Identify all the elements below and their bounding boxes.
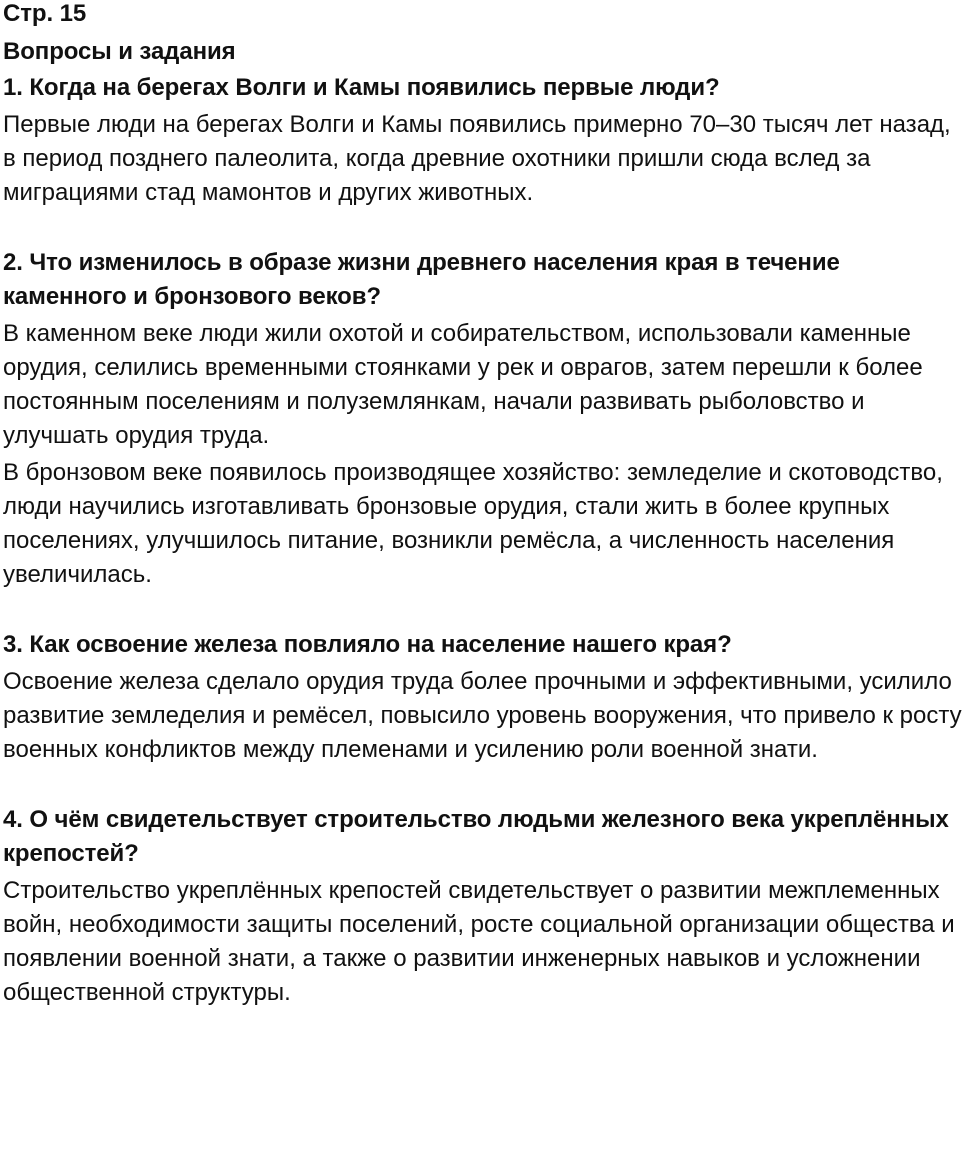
answer-2-paragraph-2: В бронзовом веке появилось производящее хозяйство: земледелие и скотоводство, люди научились изготавливать бронзовые орудия, стали жить в более крупных поселениях, улучшилось питание, возникли ремёсла, а численность населения увеличилась. — [3, 459, 943, 588]
answer-3-paragraph-1: Освоение железа сделало орудия труда более прочными и эффективными, усилило развитие земледелия и ремёсел, повысило уровень вооружения, что привело к росту военных конфликтов между племенами и усилению роли военной знати. — [3, 668, 962, 763]
qa-block-2 — [3, 246, 963, 592]
spacer — [3, 592, 963, 626]
question-2: 2. Что изменилось в образе жизни древнего населения края в течение каменного и бронзового веков? — [3, 249, 840, 310]
qa-block-3 — [3, 628, 963, 767]
page-number: Стр. 15 — [3, 0, 87, 27]
question-3: 3. Как освоение железа повлияло на население нашего края? — [3, 631, 732, 658]
section-title: Вопросы и задания — [3, 38, 236, 65]
qa-block-1 — [3, 71, 963, 210]
spacer — [3, 767, 963, 801]
qa-block-4 — [3, 803, 963, 1010]
question-4: 4. О чём свидетельствует строительство людьми железного века укреплённых крепостей? — [3, 806, 949, 867]
answer-2-paragraph-1: В каменном веке люди жили охотой и собирательством, использовали каменные орудия, селились временными стоянками у рек и оврагов, затем перешли к более постоянным поселениям и полуземлянкам, начали развивать рыболовство и улучшать орудия труда. — [3, 320, 923, 449]
question-1: 1. Когда на берегах Волги и Камы появились первые люди? — [3, 74, 720, 101]
answer-4-paragraph-1: Строительство укреплённых крепостей свидетельствует о развитии межплеменных войн, необходимости защиты поселений, росте социальной организации общества и появлении военной знати, а также о развитии инженерных навыков и усложнении общественной структуры. — [3, 877, 955, 1006]
answer-1-paragraph-1: Первые люди на берегах Волги и Камы появились примерно 70–30 тысяч лет назад, в период позднего палеолита, когда древние охотники пришли сюда вслед за миграциями стад мамонтов и других животных. — [3, 111, 951, 206]
spacer — [3, 210, 963, 244]
